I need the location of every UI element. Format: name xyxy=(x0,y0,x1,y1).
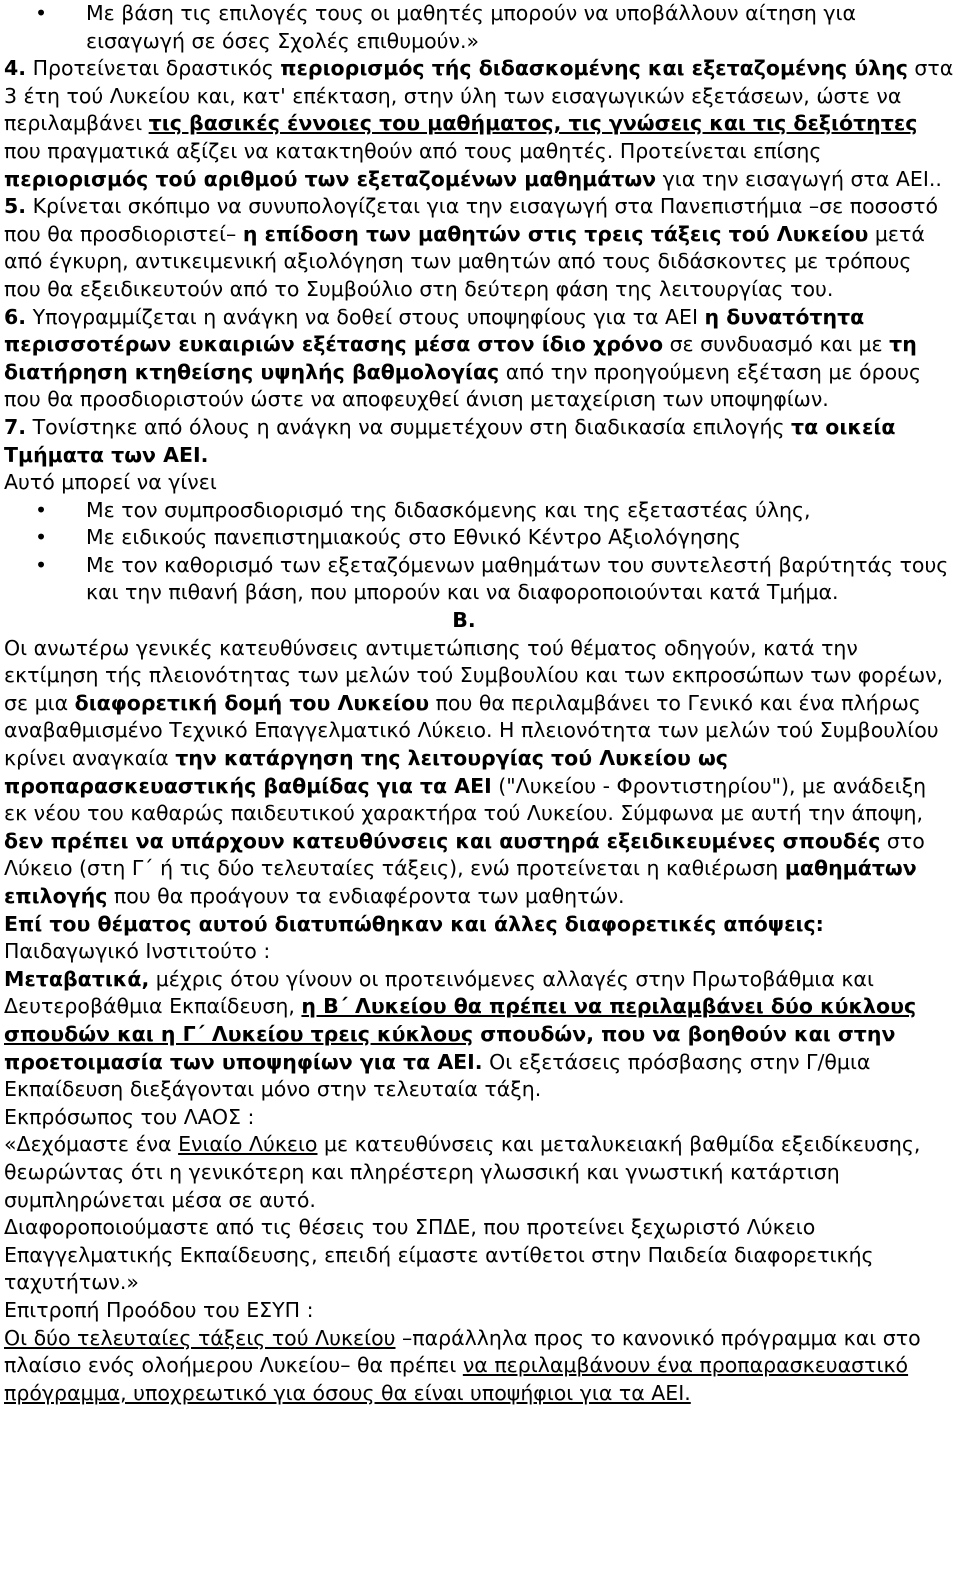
text-run: Κρίνεται σκόπιμο να συνυπολογίζεται για την εισαγωγή στα Πανεπιστήμια –σε ποσοστό που θα προσδιοριστεί– xyxy=(4,194,939,246)
bullet-item: • Με ειδικούς πανεπιστημιακούς στο Εθνικό Κέντρο Αξιολόγησης xyxy=(4,524,954,552)
text-run: δεν πρέπει να υπάρχουν κατευθύνσεις και αυστηρά εξειδικευμένες σπουδές xyxy=(4,828,881,853)
text-run: να περιλαμβάνουν ένα προπαρασκευαστικό πρόγραμμα, υποχρεωτικό για όσους θα είναι υποψήφιοι για τα ΑΕΙ. xyxy=(4,1353,909,1405)
text-run: από την προηγούμενη εξέταση με όρους που θα προσδιοριστούν ώστε να αποφευχθεί άνιση μεταχείριση των υποψηφίων. xyxy=(4,359,922,412)
text-run: περιορισμός τού αριθμού των εξεταζομένων μαθημάτων xyxy=(4,166,657,191)
text-run: σπουδών, που να βοηθούν και στην προετοιμασία των υποψηφίων για τα ΑΕΙ. xyxy=(4,1021,896,1074)
text-run: περιορισμός τής διδασκομένης και εξεταζομένης ύλης xyxy=(280,56,908,81)
text-run: τη διατήρηση κτηθείσης υψηλής βαθμολογίας xyxy=(4,332,917,384)
text-run: που θα περιλαμβάνει το Γενικό και ένα πλήρως αναβαθμισμένο Τεχνικό Επαγγελματικό Λύκειο. Η πλειονότητα των μελών τού Συμβουλίου κρίνει αναγκαία xyxy=(4,690,939,771)
text-run: –παράλληλα προς το κανονικό πρόγραμμα και στο πλαίσιο ενός ολοήμερου Λυκείου– θα πρέπει xyxy=(4,1325,921,1378)
paragraph-6 xyxy=(4,304,954,414)
text-run: η επίδοση των μαθητών στις τρεις τάξεις τού Λυκείου xyxy=(242,221,869,246)
paragraph-laos-2: Διαφοροποιούμαστε από τις θέσεις του ΣΠΔΕ, που προτείνει ξεχωριστό Λύκειο Επαγγελματικής Εκπαίδευσης, επειδή είμαστε αντίθετοι στην Παιδεία διαφορετικής ταχυτήτων.» xyxy=(4,1215,874,1295)
paragraph-esyp xyxy=(4,1325,954,1408)
text-run: Μεταβατικά, xyxy=(4,966,150,991)
speaker-label: Εκπρόσωπος του ΛΑΟΣ : xyxy=(4,1104,255,1129)
text-run: Οι ανωτέρω γενικές κατευθύνσεις αντιμετώπισης τού θέματος οδηγούν, κατά την εκτίμηση τής πλειονότητας των μελών τού Συμβουλίου και των εκπροσώπων των φορέων, σε μια xyxy=(4,635,944,715)
bullet-item: • Με βάση τις επιλογές τους οι μαθητές μπορούν να υποβάλλουν αίτηση για εισαγωγή σε όσες Σχολές επιθυμούν.» xyxy=(4,0,954,55)
paragraph-intro: Αυτό μπορεί να γίνει xyxy=(4,470,217,495)
text-run: Οι δύο τελευταίες τάξεις τού Λυκείου xyxy=(4,1325,396,1350)
section-heading: Β. xyxy=(452,608,476,633)
text-run: 7. xyxy=(4,414,27,439)
text-run: Προτείνεται δραστικός xyxy=(26,56,281,81)
text-run: η δυνατότητα περισσοτέρων ευκαιριών εξέτασης μέσα στον ίδιο χρόνο xyxy=(4,304,865,357)
text-run: που θα προάγουν τα ενδιαφέροντα των μαθητών. xyxy=(107,884,625,908)
text-run: την κατάργηση της λειτουργίας τού Λυκείου ως προπαρασκευαστικής βαθμίδας για τα ΑΕΙ xyxy=(4,746,728,798)
text-run: Ενιαίο Λύκειο xyxy=(178,1132,318,1157)
text-run: 4. xyxy=(4,56,27,81)
text-run: τις βασικές έννοιες του μαθήματος, τις γνώσεις και τις δεξιότητες xyxy=(148,111,918,136)
text-run: στα 3 έτη τού Λυκείου και, κατ' επέκταση, στην ύλη των εισαγωγικών εξετάσεων, ώστε να περιλαμβάνει xyxy=(4,56,954,136)
text-run: μαθημάτων επιλογής xyxy=(4,856,917,908)
text-run: ("Λυκείου - Φροντιστηρίου"), με ανάδειξη εκ νέου του καθαρώς παιδευτικού χαρακτήρα τού Λυκείου. Σύμφωνα με αυτή την άποψη, xyxy=(4,773,927,826)
text-run: που πραγματικά αξίζει να κατακτηθούν από τους μαθητές. Προτείνεται επίσης xyxy=(4,138,822,163)
paragraph-laos-1 xyxy=(4,1131,954,1214)
text-run: Τονίστηκε από όλους η ανάγκη να συμμετέχουν στη διαδικασία επιλογής xyxy=(26,414,791,439)
text-run: «Δεχόμαστε ένα xyxy=(4,1132,179,1157)
text-run: με κατευθύνσεις και μεταλυκειακή βαθμίδα εξειδίκευσης, θεωρώντας ότι η γενικότερη και πληρέστερη γλωσσική και γνωστική κατάρτιση συμπληρώνεται μέσα σε αυτό. xyxy=(4,1132,921,1212)
text-run: Οι εξετάσεις πρόσβασης στην Γ/θμια Εκπαίδευση διεξάγονται μόνο στην τελευταία τάξη. xyxy=(4,1049,871,1102)
paragraph-7 xyxy=(4,414,954,469)
paragraph-4 xyxy=(4,55,954,193)
text-run: μέχρις ότου γίνουν οι προτεινόμενες αλλαγές στην Πρωτοβάθμια και Δευτεροβάθμια Εκπαίδευση, xyxy=(4,966,874,1019)
paragraph-5 xyxy=(4,193,954,303)
text-run: τα οικεία Τμήματα των ΑΕΙ. xyxy=(4,414,896,467)
paragraph-pi xyxy=(4,966,954,1104)
text-run: Υπογραμμίζεται η ανάγκη να δοθεί στους υποψηφίους για τα ΑΕΙ xyxy=(26,304,705,329)
bullet-item: • Με τον καθορισμό των εξεταζόμενων μαθημάτων του συντελεστή βαρύτητάς τους και την πιθανή βάση, που μπορούν και να διαφοροποιούνται κατά Τμήμα. xyxy=(4,552,954,607)
text-run: διαφορετική δομή του Λυκείου xyxy=(74,690,430,715)
speaker-label: Παιδαγωγικό Ινστιτούτο : xyxy=(4,939,271,964)
text-run: η Β΄ Λυκείου θα πρέπει να περιλαμβάνει δύο κύκλους σπουδών και η Γ΄ Λυκείου τρεις κύκλους xyxy=(4,994,917,1046)
text-run: 6. xyxy=(4,304,27,329)
text-run: μετά από έγκυρη, αντικειμενική αξιολόγηση των μαθητών από τους διδάσκοντες με τρόπους που θα εξειδικευτούν από το Συμβούλιο στη δεύτερη φάση της λειτουργίας του. xyxy=(4,221,925,301)
views-heading: Επί του θέματος αυτού διατυπώθηκαν και άλλες διαφορετικές απόψεις: xyxy=(4,911,824,936)
text-run: για την εισαγωγή στα ΑΕΙ.. xyxy=(656,166,942,191)
text-run: σε συνδυασμό και με xyxy=(663,332,890,357)
text-run: στο Λύκειο (στη Γ΄ ή τις δύο τελευταίες τάξεις), ενώ προτείνεται η καθιέρωση xyxy=(4,828,925,881)
speaker-label: Επιτροπή Προόδου του ΕΣΥΠ : xyxy=(4,1297,314,1322)
paragraph-b xyxy=(4,635,954,911)
text-run: 5. xyxy=(4,194,27,219)
bullet-item: • Με τον συμπροσδιορισμό της διδασκόμενης και της εξεταστέας ύλης, xyxy=(4,497,954,525)
